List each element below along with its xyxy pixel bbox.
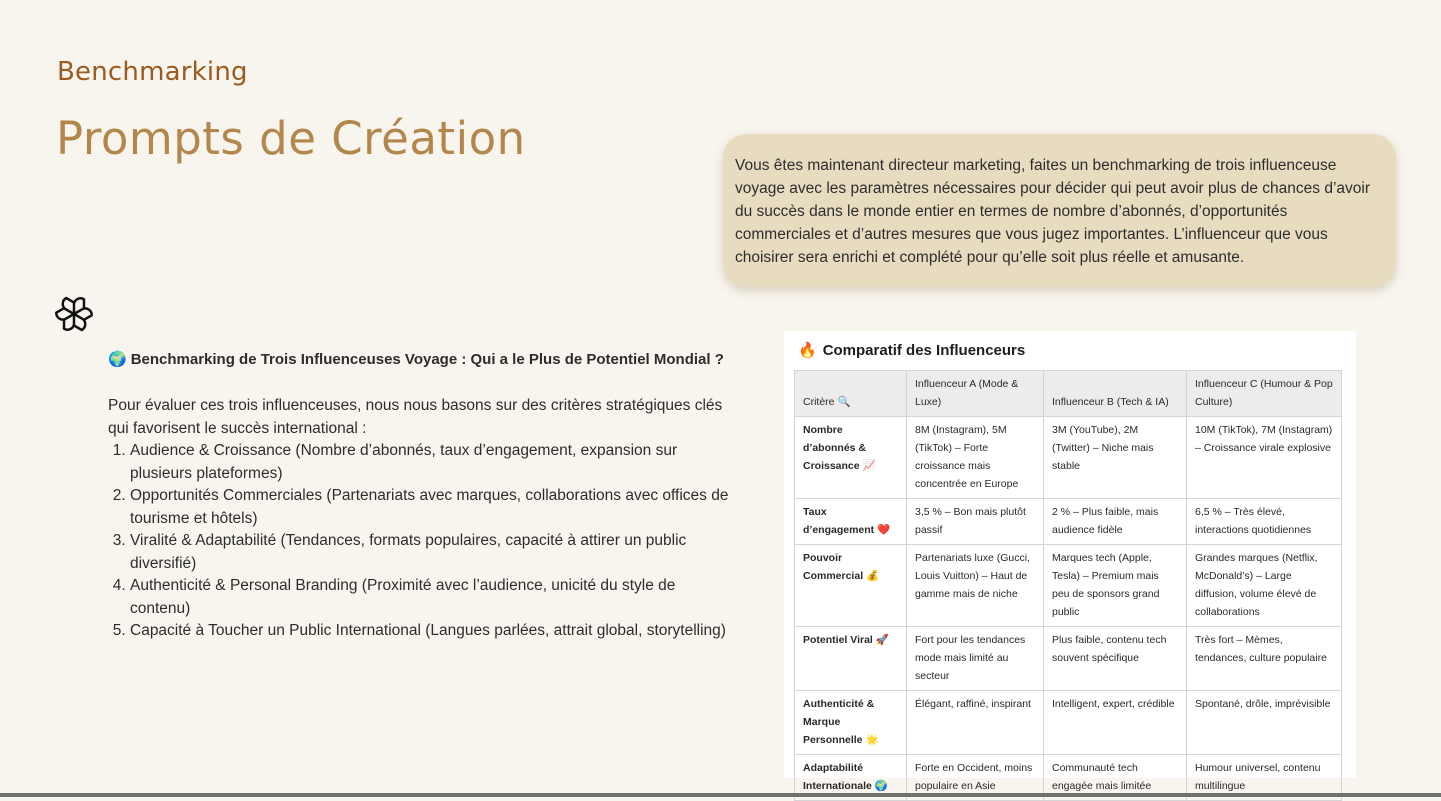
cell-influencer-c: Spontané, drôle, imprévisible bbox=[1187, 691, 1342, 755]
cell-influencer-b: Marques tech (Apple, Tesla) – Premium mais peu de sponsors grand public bbox=[1044, 545, 1187, 627]
cell-influencer-a: 3,5 % – Bon mais plutôt passif bbox=[907, 499, 1044, 545]
criterion-cell: Pouvoir Commercial 💰 bbox=[795, 545, 907, 627]
table-row bbox=[795, 545, 1342, 627]
criterion-cell: Nombre d’abonnés & Croissance 📈 bbox=[795, 417, 907, 499]
bottom-divider bbox=[0, 793, 1441, 797]
criteria-item: 1. Audience & Croissance (Nombre d’abonnés, taux d’engagement, expansion sur plusieurs plateformes) bbox=[130, 440, 738, 485]
response-heading bbox=[108, 349, 738, 371]
cell-influencer-a: Élégant, raffiné, inspirant bbox=[907, 691, 1044, 755]
star-icon: 🌟 bbox=[865, 734, 879, 746]
criteria-list bbox=[108, 440, 738, 643]
rocket-icon: 🚀 bbox=[875, 634, 889, 646]
assistant-response bbox=[108, 349, 738, 643]
cell-influencer-b: 3M (YouTube), 2M (Twitter) – Niche mais stable bbox=[1044, 417, 1187, 499]
fire-icon: 🔥 bbox=[798, 342, 817, 359]
criteria-item: 5. Capacité à Toucher un Public International (Langues parlées, attrait global, storytelling) bbox=[130, 620, 738, 643]
table-title bbox=[798, 341, 1344, 361]
cell-influencer-a: Forte en Occident, moins populaire en Asie bbox=[907, 755, 1044, 801]
heart-icon: ❤️ bbox=[877, 524, 891, 536]
table-row bbox=[795, 499, 1342, 545]
table-row bbox=[795, 691, 1342, 755]
user-prompt-bubble bbox=[723, 134, 1396, 287]
comparison-table bbox=[794, 370, 1342, 801]
user-prompt-text: Vous êtes maintenant directeur marketing, faites un benchmarking de trois influenceuse voyage avec les paramètres nécessaires pour décider qui peut avoir plus de chances d’avoir du succès dans le monde entier en termes de nombre d’abonnés, d’opportunités commerciales et d’autres mesures que vous jugez importantes. L’influenceur que vous choisirer sera enrichi et complété pour qu’elle soit plus réelle et amusante. bbox=[735, 157, 1370, 266]
cell-influencer-a: 8M (Instagram), 5M (TikTok) – Forte croissance mais concentrée en Europe bbox=[907, 417, 1044, 499]
table-title-text: Comparatif des Influenceurs bbox=[822, 342, 1026, 359]
cell-influencer-b: Plus faible, contenu tech souvent spécifique bbox=[1044, 627, 1187, 691]
response-heading-text: Benchmarking de Trois Influenceuses Voyage : Qui a le Plus de Potentiel Mondial ? bbox=[130, 351, 724, 368]
slide-subtitle: Benchmarking bbox=[57, 57, 248, 87]
criterion-cell: Authenticité & Marque Personnelle 🌟 bbox=[795, 691, 907, 755]
criteria-item: 2. Opportunités Commerciales (Partenariats avec marques, collaborations avec offices de tourisme et hôtels) bbox=[130, 485, 738, 530]
globe-icon: 🌍 bbox=[108, 351, 127, 368]
table-header-row bbox=[795, 371, 1342, 417]
cell-influencer-c: Très fort – Mèmes, tendances, culture populaire bbox=[1187, 627, 1342, 691]
money-bag-icon: 💰 bbox=[866, 570, 880, 582]
cell-influencer-c: 10M (TikTok), 7M (Instagram) – Croissance virale explosive bbox=[1187, 417, 1342, 499]
header-influencer-b: Influenceur B (Tech & IA) bbox=[1044, 371, 1187, 417]
comparison-table-card bbox=[784, 331, 1356, 792]
table-row bbox=[795, 627, 1342, 691]
header-influencer-c: Influenceur C (Humour & Pop Culture) bbox=[1187, 371, 1342, 417]
criteria-item: 4. Authenticité & Personal Branding (Proximité avec l’audience, unicité du style de contenu) bbox=[130, 575, 738, 620]
cell-influencer-c: Grandes marques (Netflix, McDonald’s) – Large diffusion, volume élevé de collaborations bbox=[1187, 545, 1342, 627]
criterion-cell: Adaptabilité Internationale 🌍 bbox=[795, 755, 907, 801]
magnifier-icon: 🔍 bbox=[837, 396, 851, 408]
globe-icon: 🌍 bbox=[874, 780, 888, 792]
table-row bbox=[795, 417, 1342, 499]
criterion-cell: Potentiel Viral 🚀 bbox=[795, 627, 907, 691]
cell-influencer-b: 2 % – Plus faible, mais audience fidèle bbox=[1044, 499, 1187, 545]
criterion-cell: Taux d’engagement ❤️ bbox=[795, 499, 907, 545]
cell-influencer-b: Communauté tech engagée mais limitée bbox=[1044, 755, 1187, 801]
cell-influencer-b: Intelligent, expert, crédible bbox=[1044, 691, 1187, 755]
cell-influencer-c: 6,5 % – Très élevé, interactions quotidiennes bbox=[1187, 499, 1342, 545]
header-criterion: Critère 🔍 bbox=[795, 371, 907, 417]
chatgpt-logo-icon bbox=[55, 295, 93, 333]
cell-influencer-a: Fort pour les tendances mode mais limité au secteur bbox=[907, 627, 1044, 691]
cell-influencer-c: Humour universel, contenu multilingue bbox=[1187, 755, 1342, 801]
header-influencer-a: Influenceur A (Mode & Luxe) bbox=[907, 371, 1044, 417]
criteria-item: 3. Viralité & Adaptabilité (Tendances, formats populaires, capacité à attirer un public diversifié) bbox=[130, 530, 738, 575]
slide-title: Prompts de Création bbox=[56, 112, 526, 165]
response-intro: Pour évaluer ces trois influenceuses, nous nous basons sur des critères stratégiques clés qui favorisent le succès international : bbox=[108, 397, 723, 437]
chart-up-icon: 📈 bbox=[862, 460, 876, 472]
cell-influencer-a: Partenariats luxe (Gucci, Louis Vuitton) – Haut de gamme mais de niche bbox=[907, 545, 1044, 627]
